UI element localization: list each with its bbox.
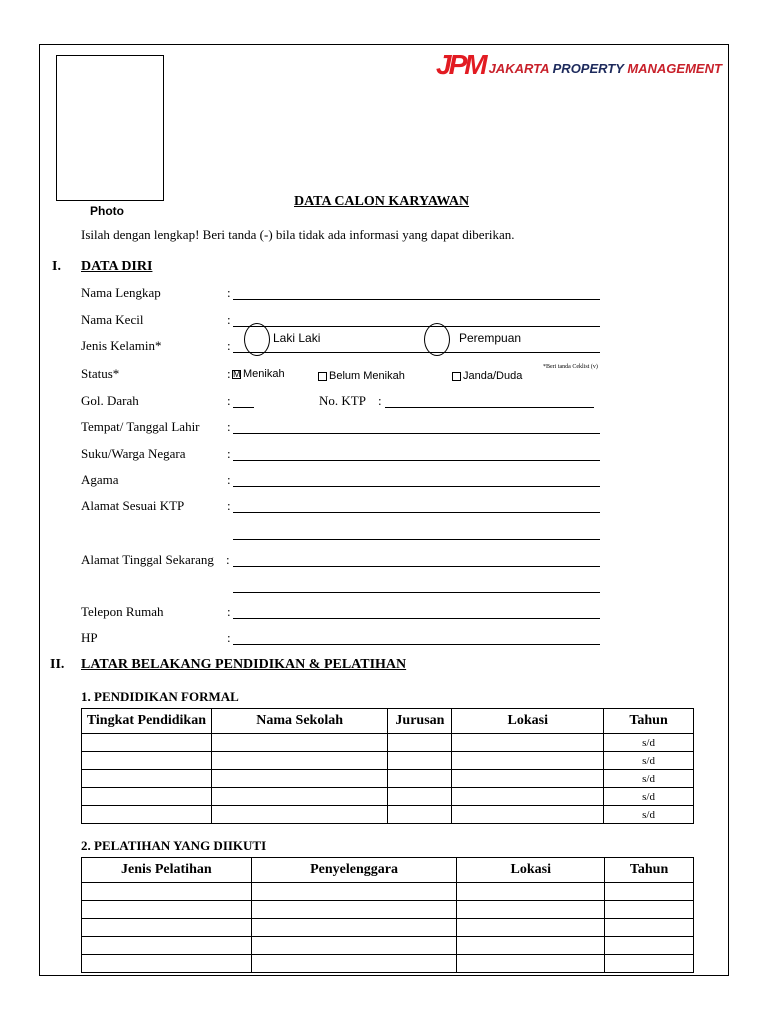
table-cell[interactable] [211, 806, 388, 824]
input-nama-lengkap[interactable] [233, 299, 600, 300]
table-cell[interactable] [251, 901, 457, 919]
subsection-title: 2. PELATIHAN YANG DIIKUTI [81, 838, 267, 853]
company-logo [436, 51, 722, 79]
table-cell[interactable] [211, 770, 388, 788]
table-cell[interactable] [457, 919, 605, 937]
table-cell[interactable] [251, 937, 457, 955]
table-row [82, 955, 694, 973]
table-row [82, 770, 694, 788]
table-cell[interactable] [457, 937, 605, 955]
table-pelatihan [81, 857, 694, 973]
table-header-row [82, 709, 694, 734]
table-cell[interactable] [82, 955, 252, 973]
label-hp: HP [81, 630, 98, 645]
table-pendidikan-formal [81, 708, 694, 824]
section-number: II. [50, 657, 65, 672]
table-cell[interactable] [388, 806, 452, 824]
subsection-title: 1. PENDIDIKAN FORMAL [81, 689, 239, 704]
table-cell[interactable] [452, 734, 604, 752]
input-suku[interactable] [233, 460, 600, 461]
table-cell[interactable]: s/d [604, 770, 694, 788]
colon: : [227, 630, 231, 645]
table-header-row [82, 858, 694, 883]
logo-mark: JPM [436, 49, 485, 80]
table-row [82, 734, 694, 752]
input-alamat-tinggal-1[interactable] [233, 566, 600, 567]
table-cell[interactable] [605, 901, 694, 919]
option-perempuan: Perempuan [459, 331, 522, 345]
table-cell[interactable] [82, 919, 252, 937]
input-no-ktp[interactable] [385, 407, 594, 408]
colon: : [227, 419, 231, 434]
label-gol-darah: Gol. Darah [81, 393, 139, 408]
label-ttl: Tempat/ Tanggal Lahir [81, 419, 200, 434]
photo-box[interactable] [56, 55, 164, 201]
table-cell[interactable] [452, 770, 604, 788]
table-row [82, 883, 694, 901]
section-number: I. [52, 259, 61, 274]
colon: : [227, 338, 231, 353]
label-alamat-tinggal: Alamat Tinggal Sekarang [81, 552, 214, 567]
status-belum-menikah[interactable] [318, 370, 405, 382]
table-cell[interactable] [211, 788, 388, 806]
checkbox-menikah-checked[interactable]: M [233, 368, 241, 379]
label-status: Status* [81, 366, 120, 381]
input-agama[interactable] [233, 486, 600, 487]
status-menikah-label: Menikah [243, 368, 285, 380]
document-title: DATA CALON KARYAWAN [294, 194, 470, 209]
status-menikah[interactable] [232, 368, 285, 380]
colon: : [227, 446, 231, 461]
table-cell[interactable] [82, 770, 212, 788]
label-no-ktp: No. KTP [319, 393, 366, 408]
table-row [82, 806, 694, 824]
input-alamat-ktp-2[interactable] [233, 539, 600, 540]
label-nama-kecil: Nama Kecil [81, 312, 144, 327]
colon: : [227, 472, 231, 487]
status-janda-duda-label: Janda/Duda [463, 370, 523, 382]
table-cell[interactable] [82, 937, 252, 955]
option-laki-laki: Laki Laki [273, 331, 321, 345]
table-cell[interactable] [211, 752, 388, 770]
table-row [82, 901, 694, 919]
table-cell[interactable] [605, 919, 694, 937]
table-cell[interactable] [211, 734, 388, 752]
label-alamat-ktp: Alamat Sesuai KTP [81, 498, 185, 513]
section-title: LATAR BELAKANG PENDIDIKAN & PELATIHAN [81, 657, 407, 672]
table-cell[interactable] [457, 955, 605, 973]
table-cell[interactable] [251, 919, 457, 937]
section-title: DATA DIRI [81, 259, 153, 274]
table-cell[interactable] [388, 734, 452, 752]
colon: : [227, 604, 231, 619]
radio-laki-laki[interactable] [244, 323, 270, 356]
label-suku: Suku/Warga Negara [81, 446, 186, 461]
header-cell: Jenis Pelatihan [82, 858, 252, 883]
table-cell[interactable] [82, 883, 252, 901]
radio-perempuan[interactable] [424, 323, 450, 356]
checkbox-janda-duda[interactable] [452, 372, 461, 381]
colon: : [227, 366, 231, 381]
header-cell: Tahun [604, 709, 694, 734]
table-cell[interactable] [251, 955, 457, 973]
table-cell[interactable] [82, 901, 252, 919]
header-cell: Tingkat Pendidikan [82, 709, 212, 734]
input-nama-kecil[interactable] [233, 326, 600, 327]
table-cell[interactable] [388, 770, 452, 788]
label-telepon: Telepon Rumah [81, 604, 164, 619]
table-cell[interactable] [251, 883, 457, 901]
table-cell[interactable] [388, 752, 452, 770]
header-cell: Lokasi [452, 709, 604, 734]
checkbox-belum-menikah[interactable] [318, 372, 327, 381]
header-cell: Penyelenggara [251, 858, 457, 883]
table-cell[interactable] [457, 901, 605, 919]
header-cell: Lokasi [457, 858, 605, 883]
header-cell: Jurusan [388, 709, 452, 734]
input-ttl[interactable] [233, 433, 600, 434]
colon: : [227, 498, 231, 513]
table-cell[interactable] [605, 937, 694, 955]
table-cell[interactable] [388, 788, 452, 806]
input-gol-darah[interactable] [233, 407, 254, 408]
table-cell[interactable] [605, 883, 694, 901]
header-cell: Tahun [605, 858, 694, 883]
table-cell[interactable]: s/d [604, 734, 694, 752]
label-jenis-kelamin: Jenis Kelamin* [81, 338, 162, 353]
table-cell[interactable] [452, 788, 604, 806]
table-cell[interactable] [82, 806, 212, 824]
table-cell[interactable]: s/d [604, 806, 694, 824]
photo-label: Photo [90, 204, 124, 218]
table-cell[interactable]: s/d [604, 752, 694, 770]
table-cell[interactable] [457, 883, 605, 901]
table-cell[interactable] [452, 806, 604, 824]
colon: : [378, 393, 382, 408]
table-cell[interactable] [82, 734, 212, 752]
table-row [82, 937, 694, 955]
table-row [82, 788, 694, 806]
table-cell[interactable]: s/d [604, 788, 694, 806]
status-janda-duda[interactable] [452, 370, 522, 382]
table-row [82, 752, 694, 770]
logo-text: JAKARTA PROPERTY MANAGEMENT [488, 60, 722, 76]
label-nama-lengkap: Nama Lengkap [81, 285, 161, 300]
status-belum-menikah-label: Belum Menikah [329, 370, 405, 382]
input-hp[interactable] [233, 644, 600, 645]
table-cell[interactable] [82, 752, 212, 770]
input-alamat-ktp-1[interactable] [233, 512, 600, 513]
colon: : [227, 393, 231, 408]
header-cell: Nama Sekolah [211, 709, 388, 734]
colon: : [227, 312, 231, 327]
input-telepon[interactable] [233, 618, 600, 619]
table-cell[interactable] [605, 955, 694, 973]
label-agama: Agama [81, 472, 119, 487]
input-alamat-tinggal-2[interactable] [233, 592, 600, 593]
table-cell[interactable] [82, 788, 212, 806]
table-row [82, 919, 694, 937]
status-note: *Beri tanda Ceklist (v) [543, 364, 598, 370]
gender-line [233, 352, 600, 353]
intro-text: Isilah dengan lengkap! Beri tanda (-) bila tidak ada informasi yang dapat diberikan. [81, 227, 515, 242]
colon: : [226, 552, 230, 567]
colon: : [227, 285, 231, 300]
table-cell[interactable] [452, 752, 604, 770]
